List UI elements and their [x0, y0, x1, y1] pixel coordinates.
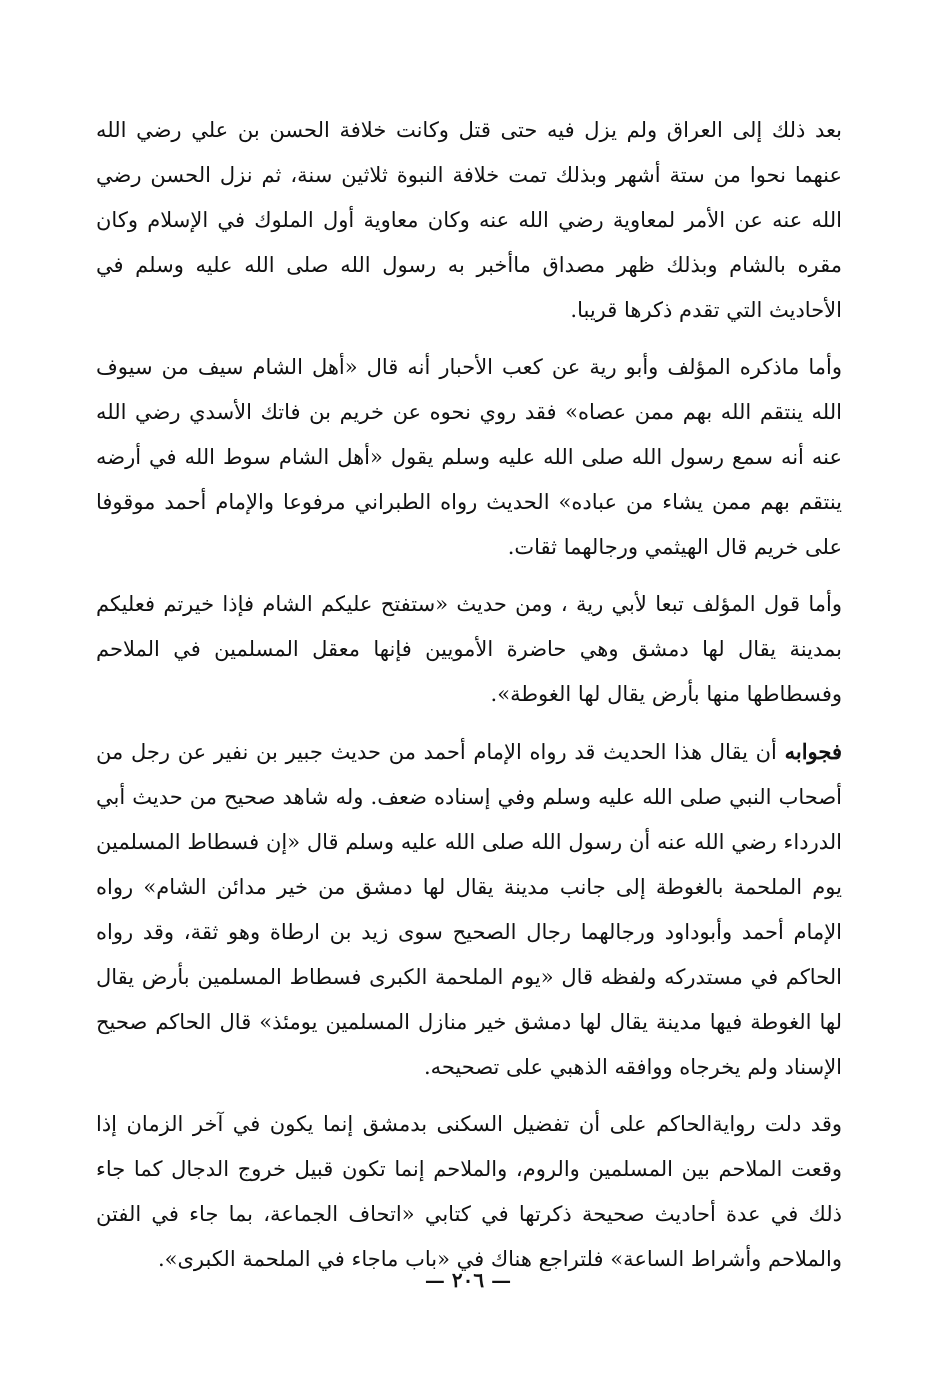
paragraph-text: بعد ذلك إلى العراق ولم يزل فيه حتى قتل وكانت خلافة الحسن بن علي رضي الله عنهما نحوا من ستة أشهر وبذلك تمت خلافة النبوة ثلاثين سنة، ثم نزل الحسن رضي الله عنه عن الأمر لمعاوية رضي الله عنه وكان معاوية أول الملوك في الإسلام وكان مقره بالشام وبذلك ظهر مصداق ماأخبر به رسول الله صلى الله عليه وسلم في الأحاديث التي تقدم ذكرها قريبا. — [96, 118, 842, 322]
paragraph-1 — [96, 108, 842, 333]
body-text — [96, 108, 842, 1294]
paragraph-text: وقد دلت روايةالحاكم على أن تفضيل السكنى بدمشق إنما يكون في آخر الزمان إذا وقعت الملاحم بين المسلمين والروم، والملاحم إنما تكون قبيل خروج الدجال كما جاء ذلك في عدة أحاديث صحيحة ذكرتها في كتابي «اتحاف الجماعة، بما جاء في الفتن والملاحم وأشراط الساعة» فلتراجع هناك في «باب ماجاء في الملحمة الكبرى». — [96, 1112, 842, 1271]
paragraph-2 — [96, 345, 842, 570]
paragraph-text: وأما ماذكره المؤلف وأبو رية عن كعب الأحبار أنه قال «أهل الشام سيف من سيوف الله ينتقم الله بهم ممن عصاه» فقد روي نحوه عن خريم بن فاتك الأسدي رضي الله عنه أنه سمع رسول الله صلى الله عليه وسلم يقول «أهل الشام سوط الله في أرضه ينتقم بهم ممن يشاء من عباده» الحديث رواه الطبراني مرفوعا والإمام أحمد موقوفا على خريم قال الهيثمي ورجالهما ثقات. — [96, 355, 842, 559]
page-number: — ٢٠٦ — — [424, 1268, 512, 1292]
paragraph-text: وأما قول المؤلف تبعا لأبي رية ، ومن حديث «ستفتح عليكم الشام فإذا خيرتم فعليكم بمدينة يقال لها دمشق وهي حاضرة الأمويين فإنها معقل المسلمين في الملاحم وفسطاطها منها بأرض يقال لها الغوطة». — [96, 592, 842, 706]
paragraph-lead-word: فجوابه — [784, 739, 842, 764]
paragraph-4 — [96, 729, 842, 1090]
paragraph-3 — [96, 582, 842, 717]
paragraph-text: أن يقال هذا الحديث قد رواه الإمام أحمد من حديث جبير بن نفير عن رجل من أصحاب النبي صلى الله عليه وسلم وفي إسناده ضعف. وله شاهد صحيح من حديث أبي الدرداء رضي الله عنه أن رسول الله صلى الله عليه وسلم قال «إن فسطاط المسلمين يوم الملحمة بالغوطة إلى جانب مدينة يقال لها دمشق من خير مدائن الشام» رواه الإمام أحمد وأبوداود ورجالهما رجال الصحيح سوى زيد بن ارطاة وهو ثقة، وقد رواه الحاكم في مستدركه ولفظه قال «يوم الملحمة الكبرى فسطاط المسلمين بأرض يقال لها الغوطة فيها مدينة يقال لها دمشق خير منازل المسلمين يومئذ» قال الحاكم صحيح الإسناد ولم يخرجاه ووافقه الذهبي على تصحيحه. — [96, 740, 842, 1079]
paragraph-5 — [96, 1102, 842, 1282]
